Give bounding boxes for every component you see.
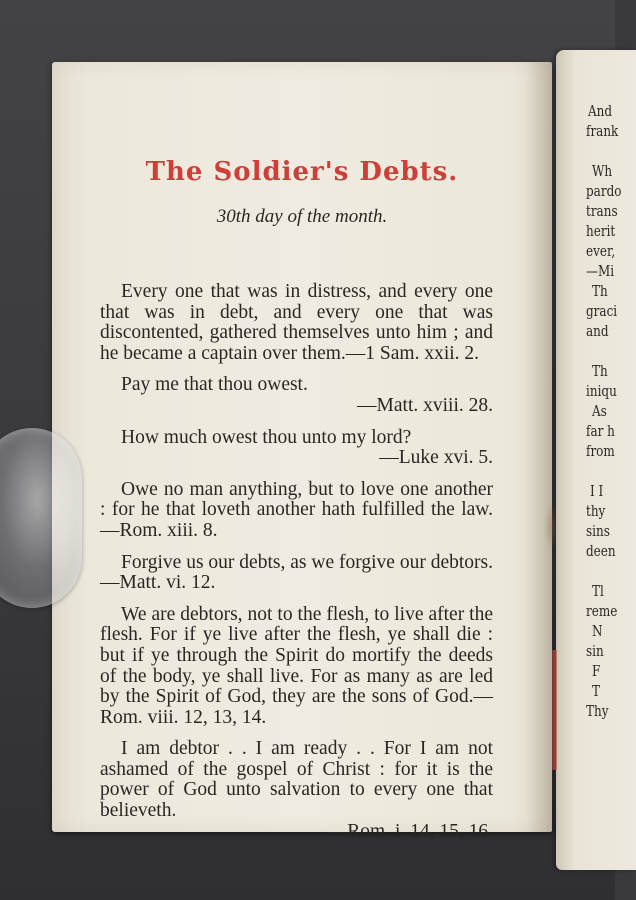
opposite-page-fragment: trans <box>586 202 618 220</box>
opposite-page-fragment: sins <box>586 522 610 540</box>
opposite-page-fragment: Tl <box>592 582 604 600</box>
opposite-page-fragment: and <box>586 322 609 340</box>
opposite-page-fragment: pardo <box>586 182 622 200</box>
opposite-page-fragment: iniqu <box>586 382 617 400</box>
opposite-page-fragment: Wh <box>592 162 613 180</box>
opposite-page-fragment: —Mi <box>586 262 615 280</box>
opposite-page-fragment: far h <box>586 422 615 440</box>
glass-weight <box>0 428 82 608</box>
opposite-page-fragment: sin <box>586 642 604 660</box>
book-page <box>52 62 552 842</box>
opposite-page-fragment: ever, <box>586 242 616 260</box>
verse-body <box>100 232 493 853</box>
opposite-page-fragment: thy <box>586 502 606 520</box>
opposite-page-fragment: N <box>592 622 603 640</box>
opposite-page-fragment: Th <box>592 362 608 380</box>
page-stain <box>544 502 558 552</box>
verse-3: How much owest thou unto my lord? <box>121 426 412 448</box>
opposite-page-fragment: T <box>592 682 601 700</box>
opposite-page-fragment: And <box>588 102 613 120</box>
opposite-page-fragment: Th <box>592 282 608 300</box>
opposite-page-fragment: graci <box>586 302 618 320</box>
opposite-page-fragment: frank <box>586 122 619 140</box>
verse-6: We are debtors, not to the flesh, to live after the flesh. For if ye live after the flesh, ye shall die : but if ye through the Spirit do mortify the deeds of the body, ye shall live. For as many as are led by the Spirit of God, they are the sons of God.—Rom. viii. 12, 13, 14. <box>100 603 493 728</box>
verse-2: Pay me that thou owest. <box>121 374 308 396</box>
red-page-edge <box>552 650 557 770</box>
verse-7: I am debtor . . I am ready . . For I am not ashamed of the gospel of Christ : for it is the power of God unto salvation to every one that believeth. <box>100 738 493 822</box>
page-title: The Soldier's Debts. <box>145 157 459 187</box>
page-subtitle: 30th day of the month. <box>216 206 388 227</box>
opposite-page-fragment: from <box>586 442 615 460</box>
verse-4: Owe no man anything, but to love one another : for he that loveth another hath fulfilled the law.—Rom. xiii. 8. <box>100 478 493 541</box>
opposite-page-fragment: I I <box>590 482 604 500</box>
opposite-page-fragment: reme <box>586 602 618 620</box>
opposite-page-fragment: F <box>592 662 601 680</box>
opposite-page-fragment: herit <box>586 222 616 240</box>
opposite-page-fragment: As <box>592 402 607 420</box>
opposite-page <box>556 50 636 870</box>
verse-5: Forgive us our debts, as we forgive our debtors.—Matt. vi. 12. <box>100 551 493 594</box>
opposite-page-fragment: Thy <box>586 702 609 720</box>
verse-2-reference: —Matt. xviii. 28. <box>357 394 493 416</box>
verse-7-reference: —Rom. i. 14, 15, 16. <box>327 820 493 842</box>
verse-3-reference: —Luke xvi. 5. <box>379 447 493 469</box>
opposite-page-fragment: deen <box>586 542 616 560</box>
verse-1: Every one that was in distress, and every one that was in debt, and every one that was discontented, gathered themselves unto him ; and he became a captain over them.—1 Sam. xxii. 2. <box>100 281 493 364</box>
